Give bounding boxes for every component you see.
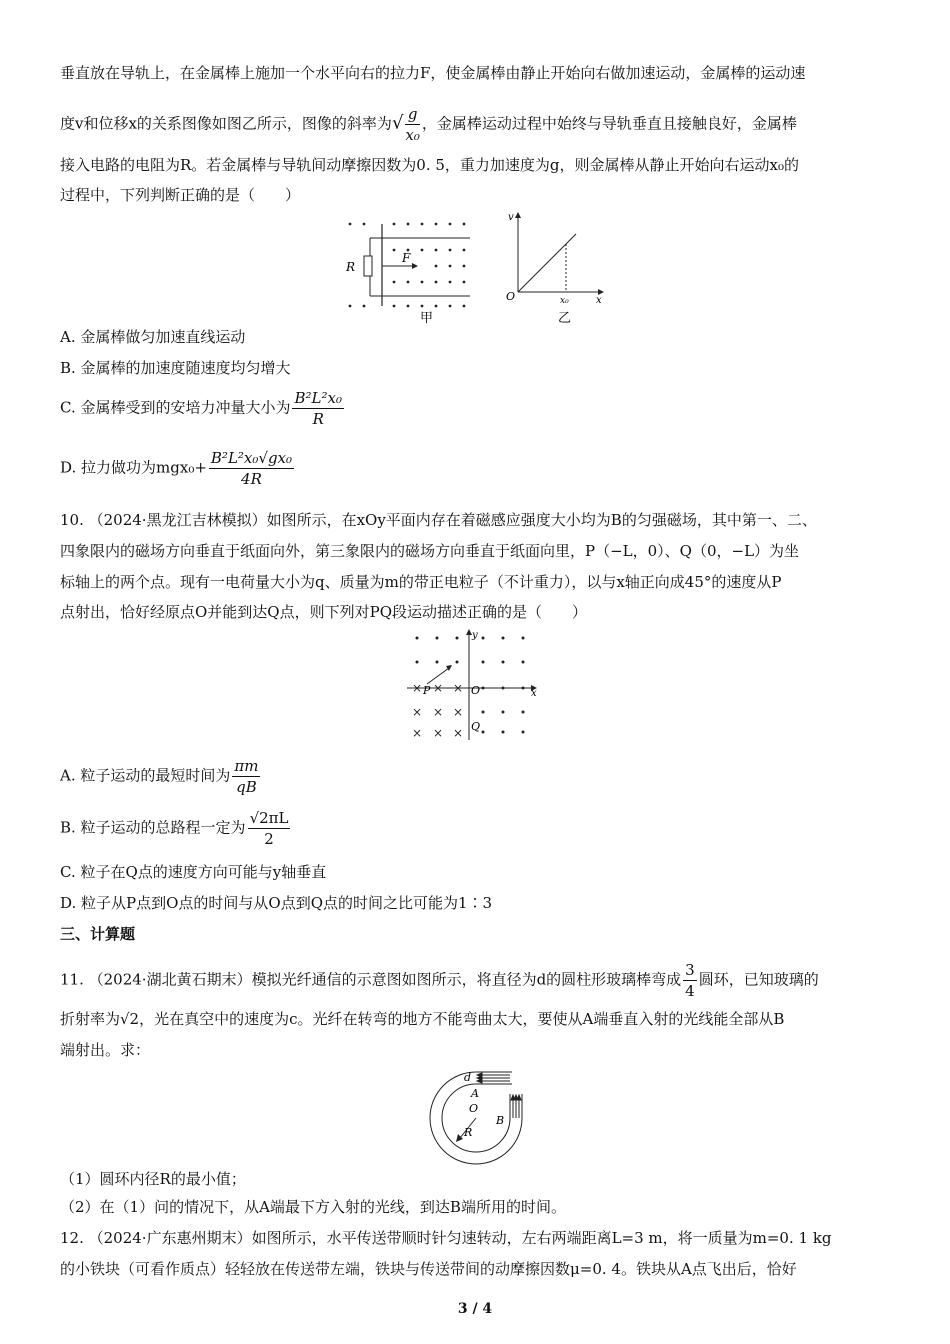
q11-line2: 折射率为√2，光在真空中的速度为c。光纤在转弯的地方不能弯曲太大，要使从A端垂直入射的光线能全部从B xyxy=(60,1010,785,1028)
svg-text:v: v xyxy=(508,212,514,223)
q10-line1: 10. （2024·黑龙江吉林模拟）如图所示，在xOy平面内存在着磁感应强度大小均为B的匀强磁场，其中第一、二、 xyxy=(60,511,817,529)
svg-text:O: O xyxy=(506,290,516,303)
label-d: d xyxy=(464,1071,472,1084)
v-x-line xyxy=(518,234,576,292)
label-R: R xyxy=(464,1126,473,1139)
section-heading: 三、计算题 xyxy=(60,925,136,943)
q11-line1: 11. （2024·湖北黄石期末）模拟光纤通信的示意图如图所示，将直径为d的圆柱形玻璃棒弯成 $\frac{3}{4}$ 圆环，已知玻璃的 xyxy=(60,961,819,1000)
q9-line4: 过程中，下列判断正确的是（ ） xyxy=(60,186,301,204)
q12-line1: 12. （2024·广东惠州期末）如图所示，水平传送带顺时针匀速转动，左右两端距离L=3 m，将一质量为m=0. 1 kg xyxy=(60,1229,832,1247)
q10-option-a: A. 粒子运动的最短时间为 $\frac{\pi m}{qB}$ xyxy=(60,757,259,796)
svg-text:×: × xyxy=(412,681,423,695)
figure-jia xyxy=(345,223,470,326)
q11-figure xyxy=(424,1064,544,1168)
q9-line1: 垂直放在导轨上，在金属棒上施加一个水平向右的拉力F，使金属棒由静止开始向右做加速运动，金属棒的运动速 xyxy=(60,64,806,82)
q9-option-c: C. 金属棒受到的安培力冲量大小为 $\frac{\text{B²L²x₀}}{R}$ xyxy=(60,389,342,428)
label-B: B xyxy=(496,1114,505,1127)
q10-figure xyxy=(405,628,545,746)
q11-sub2: （2）在（1）问的情况下，从A端最下方入射的光线，到达B端所用的时间。 xyxy=(60,1198,566,1216)
svg-text:y: y xyxy=(472,630,478,641)
label-A: A xyxy=(471,1087,479,1100)
svg-text:×: × xyxy=(433,726,444,740)
q9-option-a: A. 金属棒做匀加速直线运动 xyxy=(60,328,246,346)
q10-option-b: B. 粒子运动的总路程一定为 $\frac{√2\pi L}{2}$ xyxy=(60,809,289,848)
svg-text:x₀: x₀ xyxy=(560,296,569,306)
svg-text:×: × xyxy=(453,726,464,740)
svg-text:×: × xyxy=(412,705,423,719)
q9-line3: 接入电路的电阻为R。若金属棒与导轨间动摩擦因数为0. 5，重力加速度为g，则金属棒从静止开始向右运动x₀的 xyxy=(60,156,799,174)
page-number: 3 / 4 xyxy=(457,1301,493,1317)
q11-sub1: （1）圆环内径R的最小值； xyxy=(60,1170,246,1188)
label-jia: 甲 xyxy=(420,311,434,326)
label-O: O xyxy=(469,1102,479,1115)
figure-yi xyxy=(506,212,604,326)
q9-option-d: D. 拉力做功为mgx₀+ $\frac{\text{B²L²x₀√gx₀}}{4R}$ xyxy=(60,449,293,488)
q10-line3: 标轴上的两个点。现有一电荷量大小为q、质量为m的带正电粒子（不计重力），以与x轴正向成45°的速度从P xyxy=(60,573,782,591)
label-Q: Q xyxy=(471,720,481,733)
q9-option-b: B. 金属棒的加速度随速度均匀增大 xyxy=(60,359,291,377)
svg-text:×: × xyxy=(453,705,464,719)
label-O: O xyxy=(471,684,481,697)
q9-slope-fraction: $\frac{g}{\text{x₀}}$ xyxy=(405,105,420,144)
label-F: F xyxy=(402,251,411,265)
label-P: P xyxy=(423,684,431,697)
q10-option-d: D. 粒子从P点到O点的时间与从O点到Q点的时间之比可能为1∶3 xyxy=(60,894,493,912)
resistor xyxy=(364,256,372,276)
label-R: R xyxy=(346,260,356,274)
svg-text:×: × xyxy=(453,681,464,695)
q10-line2: 四象限内的磁场方向垂直于纸面向外，第三象限内的磁场方向垂直于纸面向里，P（−L，0）、Q（0，−L）为坐 xyxy=(60,542,800,560)
svg-text:×: × xyxy=(412,726,423,740)
q12-line2: 的小铁块（可看作质点）轻轻放在传送带左端，铁块与传送带间的动摩擦因数μ=0. 4。铁块从A点飞出后，恰好 xyxy=(60,1260,797,1278)
q9-figure xyxy=(340,210,620,326)
svg-text:×: × xyxy=(433,681,444,695)
svg-text:x: x xyxy=(531,688,537,699)
svg-text:x: x xyxy=(596,295,602,306)
svg-text:×: × xyxy=(433,705,444,719)
label-yi: 乙 xyxy=(558,311,572,326)
q9-line2: 度v和位移x的关系图像如图乙所示，图像的斜率为√ $\frac{g}{\text{x₀}}$ ，金属棒运动过程中始终与导轨垂直且接触良好，金属棒 xyxy=(60,105,797,144)
q10-line4: 点射出，恰好经原点O并能到达Q点，则下列对PQ段运动描述正确的是（ ） xyxy=(60,603,587,621)
q10-option-c: C. 粒子在Q点的速度方向可能与y轴垂直 xyxy=(60,863,327,881)
q11-line3: 端射出。求： xyxy=(60,1041,151,1059)
